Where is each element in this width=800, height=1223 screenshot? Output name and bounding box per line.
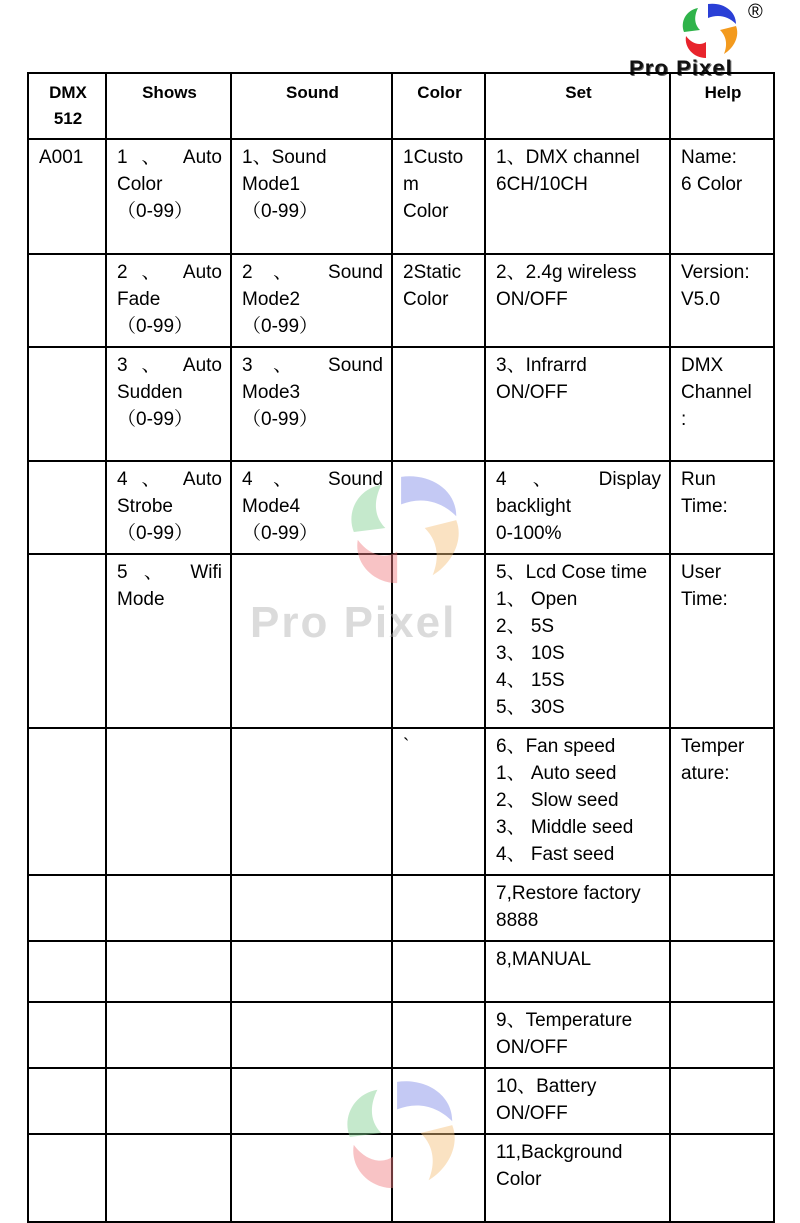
cell-shows: 2 、 Auto Fade （0-99） [106, 254, 231, 347]
cell-set: 6、Fan speed 1、 Auto seed 2、 Slow seed 3、 Middle seed 4、 Fast seed [485, 728, 670, 875]
header-color: Color [392, 73, 485, 139]
spec-table [27, 72, 775, 1223]
cell-set: 11,Background Color [485, 1134, 670, 1222]
cell-sound [231, 728, 392, 875]
cell-sound: 1、Sound Mode1 （0-99） [231, 139, 392, 254]
cell-dmx [28, 554, 106, 728]
table-header-row [28, 73, 774, 139]
cell-set: 10、Battery ON/OFF [485, 1068, 670, 1134]
header-shows: Shows [106, 73, 231, 139]
header-dmx: DMX 512 [28, 73, 106, 139]
header-sound: Sound [231, 73, 392, 139]
cell-dmx [28, 254, 106, 347]
registered-mark: ® [748, 1, 763, 23]
pinwheel-logo-icon [678, 2, 744, 60]
cell-shows: 4 、 Auto Strobe （0-99） [106, 461, 231, 554]
cell-sound [231, 1002, 392, 1068]
table-row [28, 875, 774, 941]
table-row [28, 461, 774, 554]
cell-sound [231, 1134, 392, 1222]
cell-sound: 4 、 Sound Mode4 （0-99） [231, 461, 392, 554]
brand-logo [620, 0, 800, 82]
header-help: Help [670, 73, 774, 139]
cell-shows [106, 1068, 231, 1134]
cell-help: DMX Channel : [670, 347, 774, 461]
cell-dmx [28, 347, 106, 461]
cell-dmx [28, 875, 106, 941]
cell-set: 4 、 Display backlight 0-100% [485, 461, 670, 554]
cell-shows [106, 875, 231, 941]
cell-dmx [28, 941, 106, 1002]
table-row [28, 254, 774, 347]
cell-help [670, 875, 774, 941]
cell-set: 5、Lcd Cose time 1、 Open 2、 5S 3、 10S 4、 15S 5、 30S [485, 554, 670, 728]
cell-set: 3、Infrarrd ON/OFF [485, 347, 670, 461]
cell-sound [231, 1068, 392, 1134]
cell-dmx [28, 1134, 106, 1222]
table-row [28, 1068, 774, 1134]
cell-help [670, 941, 774, 1002]
cell-shows [106, 1002, 231, 1068]
cell-color [392, 461, 485, 554]
cell-set: 9、Temperature ON/OFF [485, 1002, 670, 1068]
cell-help: Name: 6 Color [670, 139, 774, 254]
cell-shows [106, 1134, 231, 1222]
table-row [28, 728, 774, 875]
cell-set: 8,MANUAL [485, 941, 670, 1002]
table-row [28, 941, 774, 1002]
table-row [28, 554, 774, 728]
cell-color: 1Custo m Color [392, 139, 485, 254]
cell-dmx: A001 [28, 139, 106, 254]
cell-help [670, 1134, 774, 1222]
cell-help: Temper ature: [670, 728, 774, 875]
cell-set: 2、2.4g wireless ON/OFF [485, 254, 670, 347]
cell-dmx [28, 1068, 106, 1134]
watermark-text: Pro Pixel [250, 598, 457, 647]
cell-sound [231, 554, 392, 728]
cell-dmx [28, 728, 106, 875]
table-row [28, 1002, 774, 1068]
cell-color [392, 1002, 485, 1068]
cell-color [392, 347, 485, 461]
cell-sound: 2 、 Sound Mode2 （0-99） [231, 254, 392, 347]
cell-help: Run Time: [670, 461, 774, 554]
table-row [28, 139, 774, 254]
brand-wordmark: Pro Pixel [629, 57, 733, 80]
cell-color [392, 1134, 485, 1222]
cell-color [392, 941, 485, 1002]
cell-sound [231, 941, 392, 1002]
cell-shows: 3 、 Auto Sudden （0-99） [106, 347, 231, 461]
header-set: Set [485, 73, 670, 139]
cell-color [392, 554, 485, 728]
cell-help [670, 1068, 774, 1134]
table-row [28, 1134, 774, 1222]
cell-dmx [28, 1002, 106, 1068]
cell-color: 2Static Color [392, 254, 485, 347]
cell-help: Version: V5.0 [670, 254, 774, 347]
cell-sound [231, 875, 392, 941]
cell-set: 1、DMX channel 6CH/10CH [485, 139, 670, 254]
table-row [28, 347, 774, 461]
cell-set: 7,Restore factory 8888 [485, 875, 670, 941]
cell-shows: 5 、 Wifi Mode [106, 554, 231, 728]
cell-help: User Time: [670, 554, 774, 728]
cell-shows [106, 728, 231, 875]
cell-color: ` [392, 728, 485, 875]
cell-dmx [28, 461, 106, 554]
cell-sound: 3 、 Sound Mode3 （0-99） [231, 347, 392, 461]
cell-shows [106, 941, 231, 1002]
cell-color [392, 875, 485, 941]
cell-color [392, 1068, 485, 1134]
cell-help [670, 1002, 774, 1068]
cell-shows: 1 、 Auto Color （0-99） [106, 139, 231, 254]
